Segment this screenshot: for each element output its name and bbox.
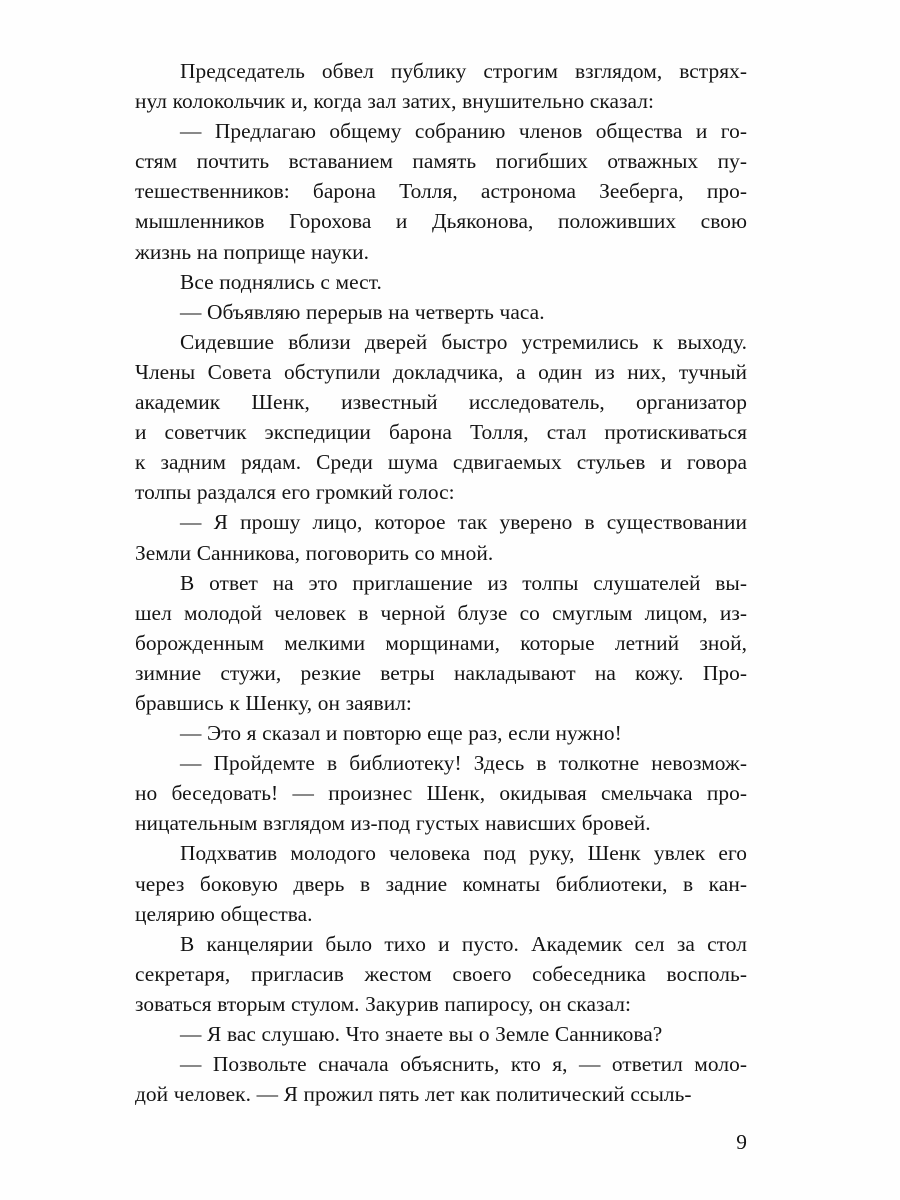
text-line: через боковую дверь в задние комнаты библиотеки, в кан- xyxy=(135,871,747,896)
text-line: — Я прошу лицо, которое так уверено в существовании xyxy=(180,510,747,535)
paragraph xyxy=(135,1019,747,1049)
text-line: — Это я сказал и повторю еще раз, если нужно! xyxy=(180,721,622,746)
text-line: ницательным взглядом из-под густых нависших бровей. xyxy=(135,811,651,836)
text-line: — Пройдемте в библиотеку! Здесь в толкотне невозмож- xyxy=(180,751,747,776)
paragraph xyxy=(135,267,747,297)
text-line: зимние стужи, резкие ветры накладывают на кожу. Про- xyxy=(135,660,747,685)
text-line: к задним рядам. Среди шума сдвигаемых стульев и говора xyxy=(135,450,747,475)
text-line: В канцелярии было тихо и пусто. Академик сел за стол xyxy=(180,931,747,956)
paragraph xyxy=(135,568,747,718)
text-line: жизнь на поприще науки. xyxy=(135,239,370,264)
text-line: Председатель обвел публику строгим взглядом, встрях- xyxy=(180,59,747,83)
text-line: но беседовать! — произнес Шенк, окидывая смельчака про- xyxy=(135,781,747,806)
text-line: нул колокольчик и, когда зал затих, внушительно сказал: xyxy=(135,89,654,114)
text-line: Подхватив молодого человека под руку, Шенк увлек его xyxy=(180,841,747,866)
page-number: 9 xyxy=(736,1130,747,1154)
paragraph xyxy=(135,507,747,567)
text-line: секретаря, пригласив жестом своего собеседника восполь- xyxy=(135,961,747,986)
text-line: тешественников: барона Толля, астронома Зееберга, про- xyxy=(135,179,747,204)
text-line: и советчик экспедиции барона Толля, стал протискиваться xyxy=(135,420,747,445)
text-line: дой человек. — Я прожил пять лет как политический ссыль- xyxy=(135,1082,692,1107)
text-line: — Предлагаю общему собранию членов общества и го- xyxy=(180,119,747,144)
text-line: бравшись к Шенку, он заявил: xyxy=(135,690,412,715)
paragraph xyxy=(135,297,747,327)
paragraph xyxy=(135,116,747,266)
paragraph xyxy=(135,327,747,508)
text-line: толпы раздался его громкий голос: xyxy=(135,480,455,505)
text-line: Все поднялись с мест. xyxy=(180,269,382,294)
text-line: Сидевшие вблизи дверей быстро устремились к выходу. xyxy=(180,329,747,354)
text-line: Земли Санникова, поговорить со мной. xyxy=(135,540,494,565)
paragraph xyxy=(135,56,747,116)
text-line: — Я вас слушаю. Что знаете вы о Земле Санникова? xyxy=(180,1022,663,1046)
paragraph xyxy=(135,1049,747,1109)
text-line: зоваться вторым стулом. Закурив папиросу, он сказал: xyxy=(135,991,631,1016)
text-line: мышленников Горохова и Дьяконова, положивших свою xyxy=(135,209,747,234)
text-line: — Позвольте сначала объяснить, кто я, — ответил моло- xyxy=(180,1052,747,1077)
text-line: стям почтить вставанием память погибших отважных пу- xyxy=(135,149,747,174)
paragraph xyxy=(135,748,747,838)
paragraph xyxy=(135,718,747,748)
text-line: целярию общества. xyxy=(135,901,313,926)
text-line: академик Шенк, известный исследователь, организатор xyxy=(135,390,747,415)
text-line: Члены Совета обступили докладчика, а один из них, тучный xyxy=(135,359,747,384)
page-text-block xyxy=(135,56,747,1109)
paragraph xyxy=(135,929,747,1019)
paragraph xyxy=(135,838,747,928)
text-line: шел молодой человек в черной блузе со смуглым лицом, из- xyxy=(135,600,747,625)
text-line: борожденным мелкими морщинами, которые летний зной, xyxy=(135,630,747,655)
text-line: — Объявляю перерыв на четверть часа. xyxy=(180,299,545,324)
text-line: В ответ на это приглашение из толпы слушателей вы- xyxy=(180,570,747,595)
